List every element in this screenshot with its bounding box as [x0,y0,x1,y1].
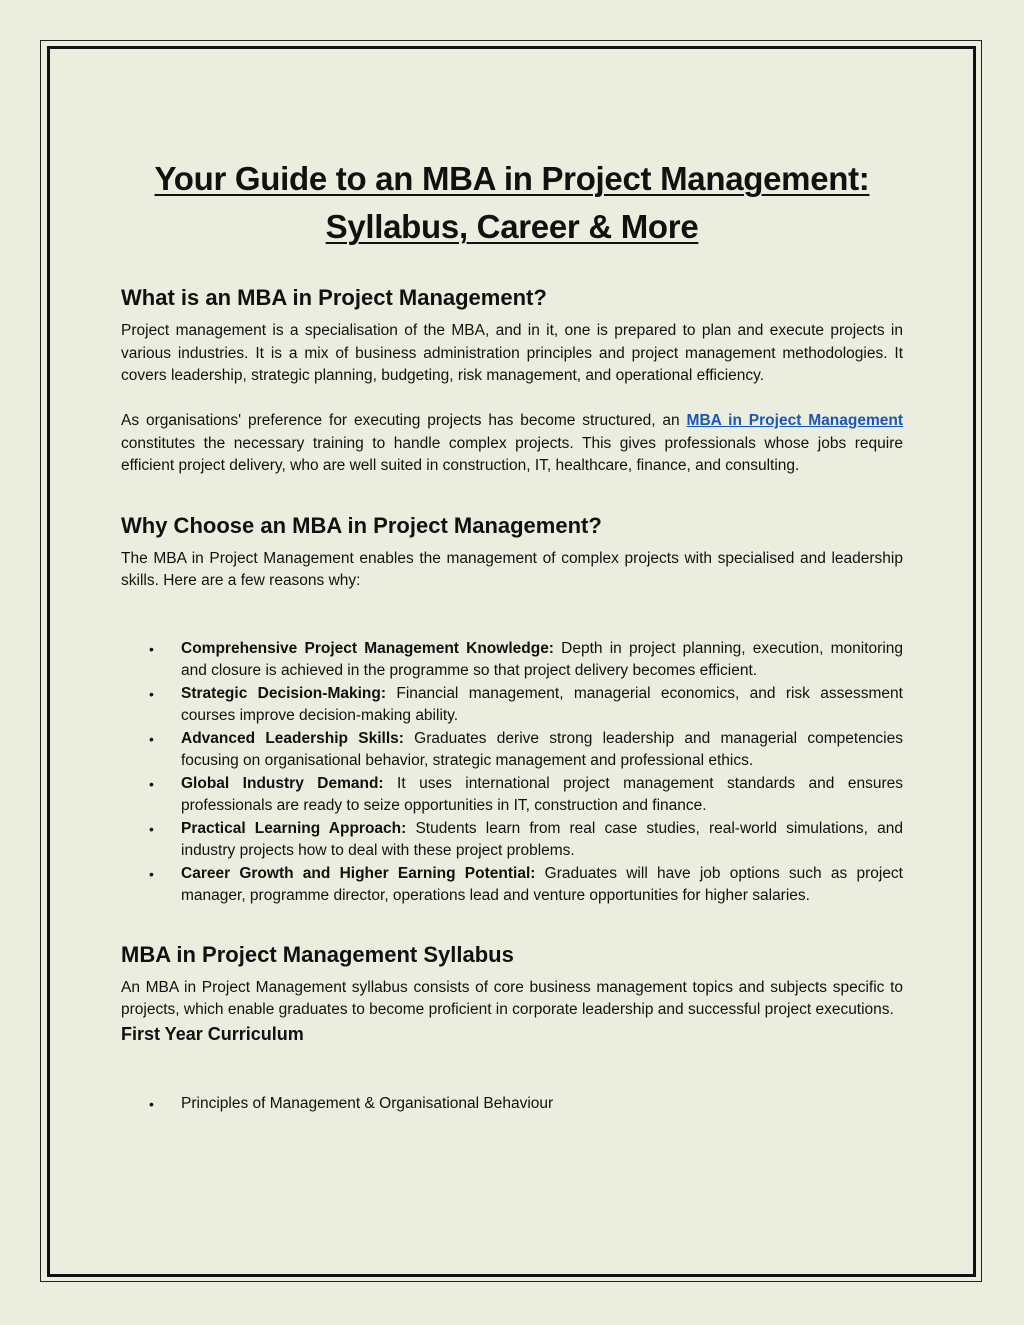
list-item [121,683,903,728]
list-item [121,1093,903,1116]
list-item-label: Global Industry Demand: [181,774,384,792]
list-item-label: Strategic Decision-Making: [181,684,386,702]
document-title [121,155,903,251]
title-line-2: Syllabus, Career & More [325,208,699,245]
mba-project-management-link[interactable]: MBA in Project Management [686,412,903,429]
paragraph-syllabus: An MBA in Project Management syllabus consists of core business management topics and subjects specific to projects, which enable graduates to become proficient in corporate leadership and successful project executions. [121,978,903,1018]
paragraph-text: As organisations' preference for executing projects has become structured, an [121,412,687,429]
list-item-label: Career Growth and Higher Earning Potential: [181,864,536,882]
list-item-text: Students learn from real case studies, real-world simulations, and industry projects how to deal with these project problems. [181,819,903,859]
list-item-label: Comprehensive Project Management Knowledge: [181,639,554,657]
bullet-icon: • [149,730,154,747]
bullet-icon: • [149,775,154,792]
bullet-icon: • [149,865,154,882]
heading-syllabus: MBA in Project Management Syllabus [121,941,514,967]
bullet-icon: • [149,820,154,837]
list-item-text: Graduates will have job options such as project manager, programme director, operations lead and venture opportunities for higher salaries. [181,864,903,904]
reasons-list [121,638,903,908]
list-item-text: Graduates derive strong leadership and managerial competencies focusing on organisational behavior, strategic management and professional ethics. [181,729,903,769]
list-item [121,773,903,818]
bullet-icon: • [149,1095,154,1112]
list-item [121,818,903,863]
bullet-icon: • [149,685,154,702]
list-item-label: Advanced Leadership Skills: [181,729,404,747]
heading-why-choose: Why Choose an MBA in Project Management? [121,512,602,538]
paragraph-why-choose: The MBA in Project Management enables the management of complex projects with specialised and leadership skills. Here are a few reasons why: [121,549,903,589]
list-item-text: Depth in project planning, execution, monitoring and closure is achieved in the programme so that project delivery becomes efficient. [181,639,904,679]
list-item [121,863,903,908]
paragraph-text: constitutes the necessary training to handle complex projects. This gives professionals whose jobs require efficient project delivery, who are well suited in construction, IT, healthcare, finance, and consulting. [121,434,903,474]
title-line-1: Your Guide to an MBA in Project Management: [154,160,870,197]
heading-what-is: What is an MBA in Project Management? [121,285,547,310]
first-year-list [121,1093,903,1116]
paragraph-what-is-1: Project management is a specialisation of the MBA, and in it, one is prepared to plan and execute projects in various industries. It is a mix of business administration principles and project management methodologies. It covers leadership, strategic planning, budgeting, risk management, and operational efficiency. [121,322,903,384]
list-item-text: Financial management, managerial economics, and risk assessment courses improve decision-making ability. [181,684,903,724]
list-item-label: Practical Learning Approach: [181,819,407,837]
document-body [121,155,903,1115]
paragraph-what-is-2 [121,410,903,478]
heading-first-year: First Year Curriculum [121,1023,304,1044]
list-item-text: It uses international project management standards and ensures professionals are ready to seize opportunities in IT, construction and finance. [181,774,903,814]
list-item [121,728,903,773]
list-item-text: Principles of Management & Organisational Behaviour [181,1094,554,1112]
list-item [121,638,903,683]
bullet-icon: • [149,640,154,657]
